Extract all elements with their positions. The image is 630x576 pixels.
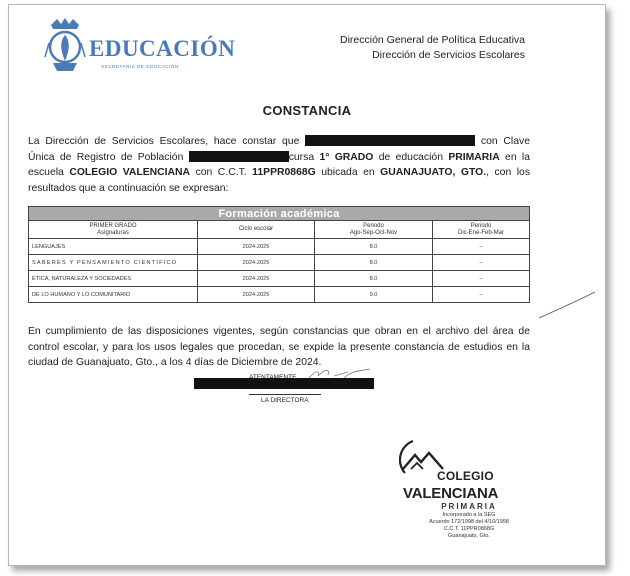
table-row <box>29 271 530 287</box>
seal-agreement: Acuerdo 172/1998 del 4/10/1998 <box>429 519 509 525</box>
table-header-row <box>29 221 530 239</box>
cycle-cell: 2024-2025 <box>198 255 315 271</box>
intro-text-3: cursa <box>288 151 320 163</box>
header-period-1 <box>315 221 433 239</box>
intro-paragraph <box>28 134 530 196</box>
subject-cell: ÉTICA, NATURALEZA Y SOCIEDADES <box>29 271 198 287</box>
period-1-grade: 9.0 <box>315 287 433 303</box>
redacted-student-name <box>305 135 475 146</box>
header-subjects <box>29 221 198 239</box>
table-row <box>29 255 530 271</box>
header-period-1-label: Periodo <box>363 222 384 229</box>
period-2-grade: – <box>433 239 530 255</box>
education-shield-icon <box>43 17 87 75</box>
intro-text-5: en la escuela <box>28 151 531 178</box>
org-line-2: Dirección de Servicios Escolares <box>372 49 525 61</box>
document-title: CONSTANCIA <box>262 103 352 118</box>
header-period-2 <box>433 221 530 239</box>
seal-primaria: PRIMARIA <box>441 502 497 511</box>
grade-text: 1° GRADO <box>319 151 374 163</box>
redacted-signatory-name <box>194 378 374 389</box>
subject-cell: SABERES Y PENSAMIENTO CIENTÍFICO <box>29 255 198 271</box>
header-subjects-label: Asignaturas <box>97 229 129 236</box>
cct-code: 11PPR0868G <box>252 167 316 178</box>
header-cycle: Ciclo escolar <box>198 221 315 239</box>
pen-stroke-mark <box>537 290 597 320</box>
redacted-curp <box>189 151 289 162</box>
cycle-cell: 2024-2025 <box>198 287 315 303</box>
intro-text-1: La Dirección de Servicios Escolares, hace constar que <box>28 136 300 147</box>
header-period-1-months: Ago-Sep-Oct-Nov <box>349 229 398 236</box>
intro-text-8: , con los resultados que a continuación se expresan: <box>28 167 531 194</box>
intro-text-6: con C.C.T. <box>190 167 253 178</box>
seal-valenciana: VALENCIANA <box>403 485 499 502</box>
location-text: GUANAJUATO, GTO. <box>380 167 487 178</box>
seal-city: Guanajuato, Gto. <box>448 533 490 539</box>
signature-line <box>249 394 321 395</box>
table-row <box>29 287 530 303</box>
period-1-grade: 8.0 <box>315 255 433 271</box>
organization-header <box>340 33 525 63</box>
period-2-grade: – <box>433 287 530 303</box>
closing-paragraph: En cumplimiento de las disposiciones vigentes, según constancias que obran en el archivo del área de control escolar, y para los usos legales que procedan, se expide la presente constancia de estudios en la ciudad de Guanajuato, Gto., a los 4 días de Diciembre de 2024. <box>28 326 530 368</box>
org-line-1: Dirección General de Política Educativa <box>339 34 525 46</box>
seal-cct: C.C.T. 11PPR0868G <box>443 526 495 532</box>
period-2-grade: – <box>433 271 530 287</box>
level-text: PRIMARIA <box>448 151 500 163</box>
cycle-cell: 2024-2025 <box>198 239 315 255</box>
period-1-grade: 8.0 <box>315 239 433 255</box>
table-banner-row <box>29 207 530 221</box>
table-banner: Formación académica <box>29 207 530 221</box>
signature-block <box>194 372 394 412</box>
document-sheet <box>8 4 606 566</box>
cycle-cell: 2024-2025 <box>198 271 315 287</box>
intro-text-4: de educación <box>373 151 449 163</box>
seal-colegio: COLEGIO <box>437 469 494 483</box>
subject-cell: LENGUAJES <box>29 239 198 255</box>
signatory-role: LA DIRECTORA <box>261 397 309 404</box>
period-2-grade: – <box>433 255 530 271</box>
seal-details <box>399 512 539 540</box>
period-1-grade: 8.0 <box>315 271 433 287</box>
school-name: COLEGIO VALENCIANA <box>69 167 191 178</box>
header-period-2-months: Dic-Ene-Feb-Mar <box>457 229 504 236</box>
logo-brand-text: EDUCACIÓN <box>89 36 236 61</box>
header-grade-label: PRIMER GRADO <box>89 222 137 229</box>
logo-subtitle: SECRETARÍA DE EDUCACIÓN <box>101 64 179 69</box>
seal-incorporation: Incorporado a la SEG <box>442 512 496 518</box>
header-period-2-label: Periodo <box>470 222 492 229</box>
intro-text-7: ubicada en <box>315 167 381 178</box>
education-logo <box>29 17 239 79</box>
table-row <box>29 239 530 255</box>
grades-table <box>28 206 530 303</box>
intro-text-2: con Clave Única de Registro de Población <box>28 136 530 163</box>
subject-cell: DE LO HUMANO Y LO COMUNITARIO <box>29 287 198 303</box>
school-seal <box>399 437 539 562</box>
